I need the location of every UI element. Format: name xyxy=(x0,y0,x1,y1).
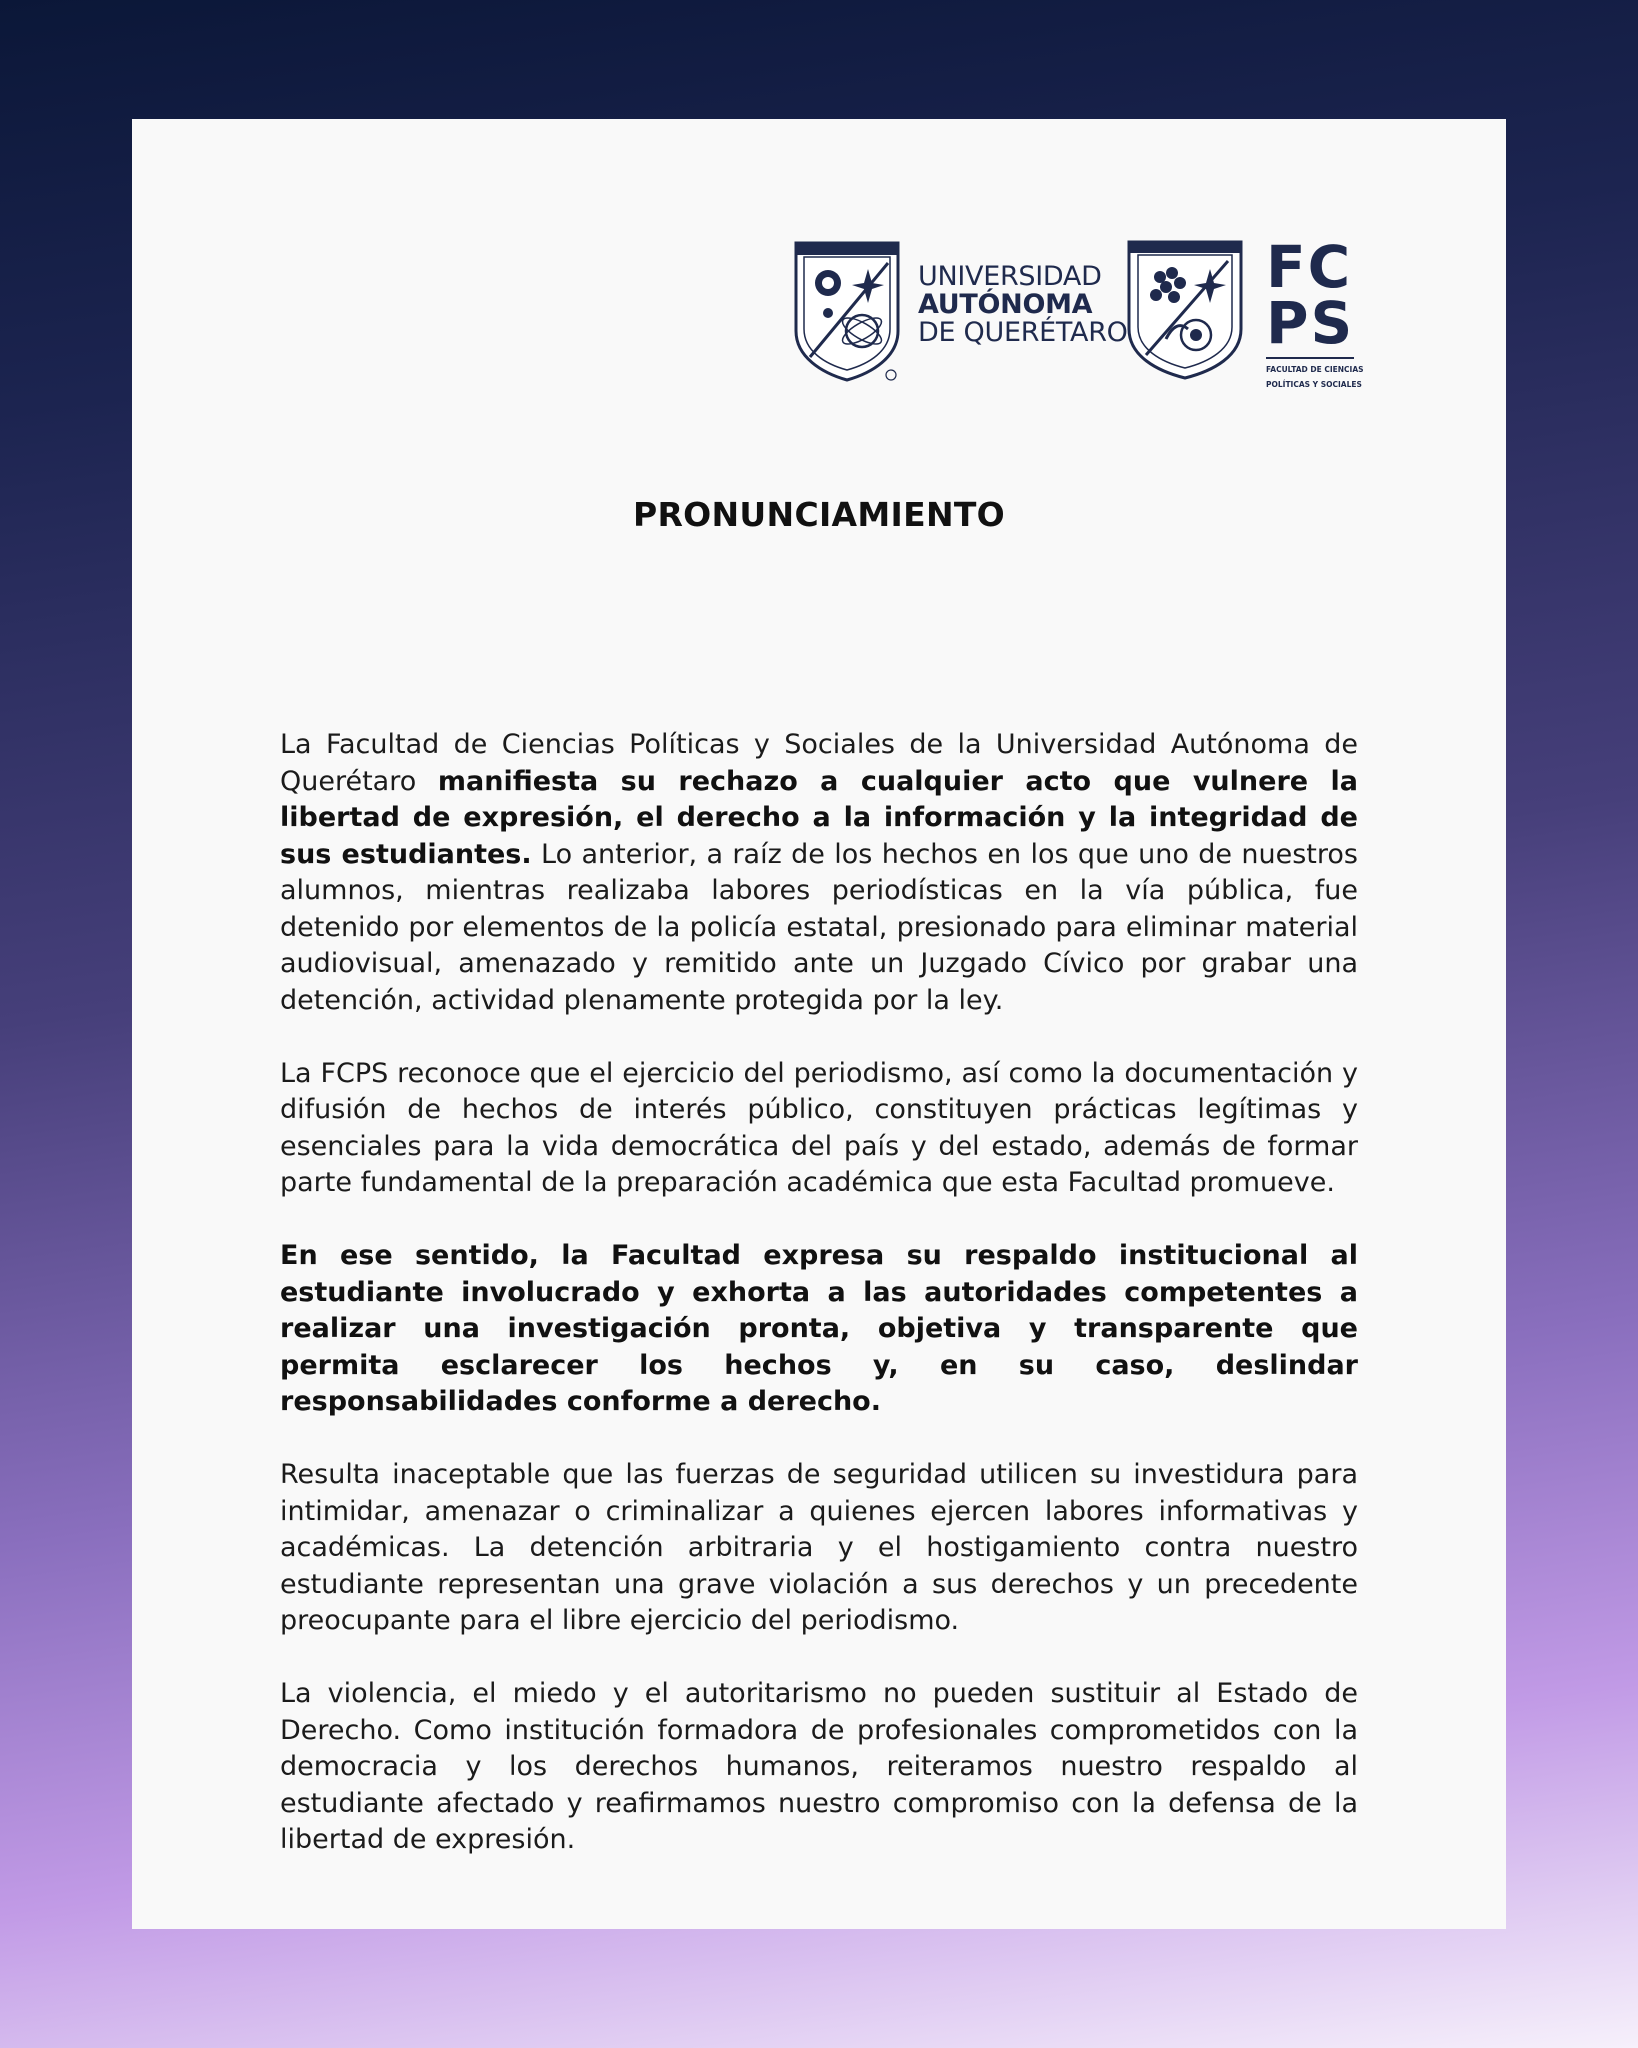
paragraph-5: La violencia, el miedo y el autoritarismo no pueden sustituir al Estado de Derecho. Como institución formadora de profesionales comprometidos con la democracia y los derechos humanos, reiteramos nuestro respaldo al estudiante afectado y reafirmamos nuestro compromiso con la defensa de la libertad de expresión. xyxy=(280,1678,1358,1855)
paragraph-1-intro: La Facultad de Ciencias Políticas y Sociales de la Universidad Autónoma de Querétaro xyxy=(280,729,1358,797)
fcps-shield-logo xyxy=(1126,239,1244,381)
fcps-sub-line2: POLÍTICAS Y SOCIALES xyxy=(1266,380,1362,389)
paragraph-1 xyxy=(280,727,1358,1019)
header-logos xyxy=(792,233,1402,389)
uaq-shield-logo xyxy=(792,239,902,384)
fcps-wordmark xyxy=(1266,233,1364,389)
paragraph-2: La FCPS reconoce que el ejercicio del periodismo, así como la documentación y difusión de hechos de interés público, constituyen prácticas legítimas y esenciales para la vida democrática del país y del estado, además de formar parte fundamental de la preparación académica que esta Facultad promueve. xyxy=(280,1057,1358,1198)
fcps-mark-line2: PS xyxy=(1266,289,1355,357)
paragraph-4: Resulta inaceptable que las fuerzas de seguridad utilicen su investidura para intimidar, amenazar o criminalizar a quienes ejercen labores informativas y académicas. La detención arbitraria y el hostigamiento contra nuestro estudiante representan una grave violación a sus derechos y un precedente preocupante para el libre ejercicio del periodismo. xyxy=(280,1459,1358,1636)
uaq-name-line2: AUTÓNOMA xyxy=(918,289,1093,320)
fcps-divider xyxy=(1266,357,1354,359)
uaq-wordmark xyxy=(918,263,1128,347)
paragraph-3 xyxy=(280,1238,1358,1421)
uaq-name-line3: DE QUERÉTARO xyxy=(918,317,1128,348)
paragraph-3-emphasis: En ese sentido, la Facultad expresa su respaldo institucional al estudiante involucrado y exhorta a las autoridades competentes a realizar una investigación pronta, objetiva y transparente que permita esclarecer los hechos y, en su caso, deslindar responsabilidades conforme a derecho. xyxy=(280,1240,1358,1417)
document-title: PRONUNCIAMIENTO xyxy=(632,495,1006,534)
document-sheet xyxy=(132,119,1506,1929)
fcps-mark-line1: FC xyxy=(1266,233,1353,301)
paragraph-1-emphasis: manifiesta su rechazo a cualquier acto que vulnere la libertad de expresión, el derecho a la información y la integridad de sus estudiantes. xyxy=(280,765,1358,870)
fcps-sub-line1: FACULTAD DE CIENCIAS xyxy=(1266,365,1364,374)
paragraph-1-rest: Lo anterior, a raíz de los hechos en los que uno de nuestros alumnos, mientras realizaba labores periodísticas en la vía pública, fue detenido por elementos de la policía estatal, presionado para eliminar material audiovisual, amenazado y remitido ante un Juzgado Cívico por grabar una detención, actividad plenamente protegida por la ley. xyxy=(280,838,1358,1016)
uaq-name-line1: UNIVERSIDAD xyxy=(918,261,1102,292)
document-body xyxy=(280,727,1358,1895)
